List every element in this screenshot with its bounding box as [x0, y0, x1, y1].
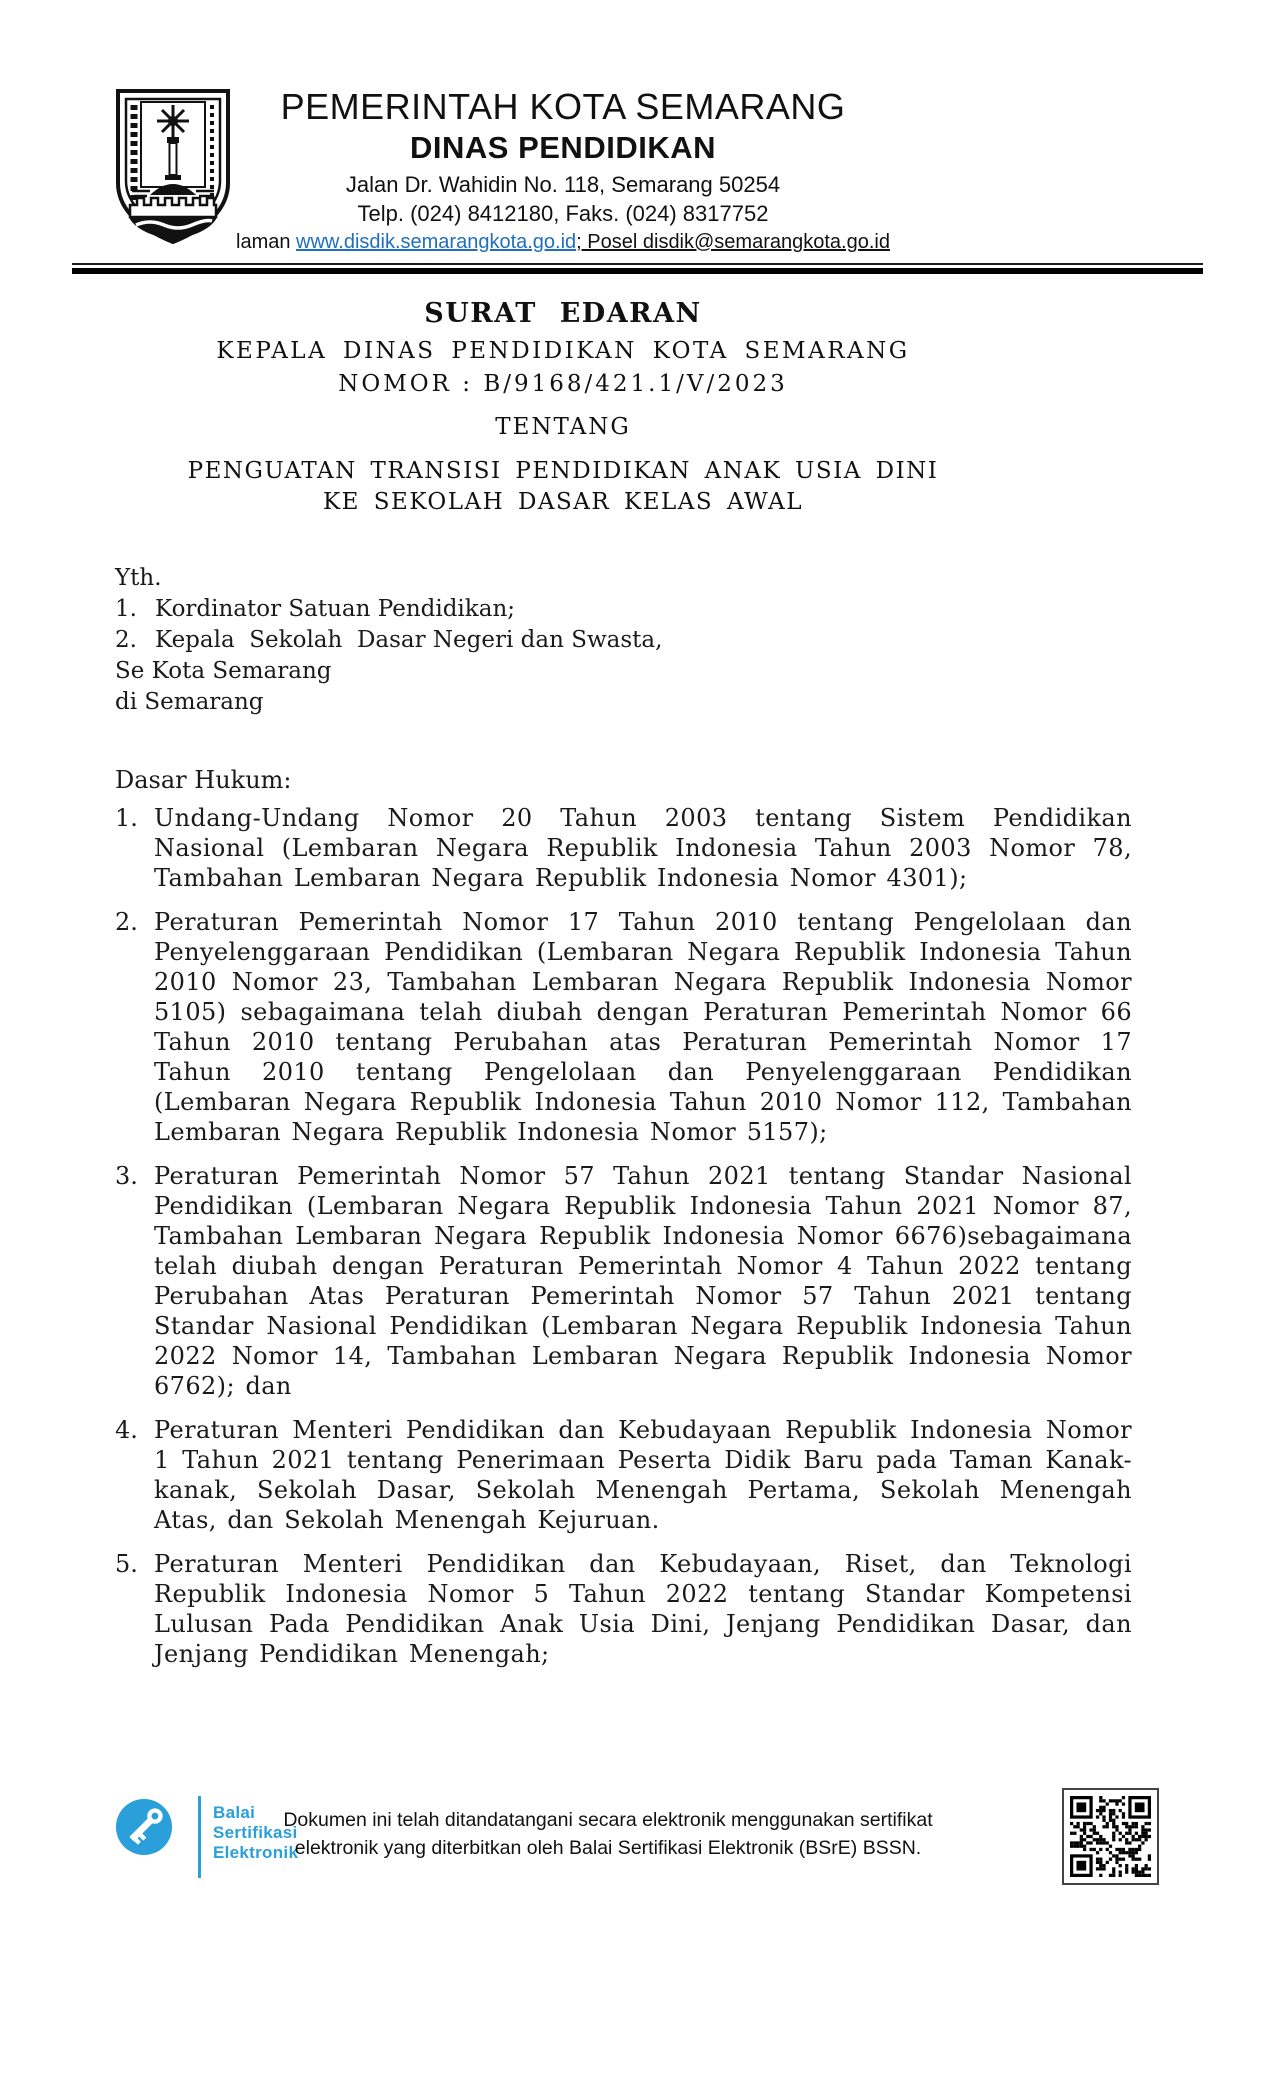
legal-item-text: Peraturan Pemerintah Nomor 57 Tahun 2021 tentang Standar Nasional Pendidikan (Lembaran Negara Republik Indonesia Tahun 2021 Nomor 87, Tambahan Lembaran Negara Republik Indonesia Nomor 6676)sebagaimana telah diubah dengan Peraturan Pemerintah Nomor 4 Tahun 2022 tentang Perubahan Atas Peraturan Pemerintah Nomor 57 Tahun 2021 tentang Standar Nasional Pendidikan (Lembaran Negara Republik Indonesia Tahun 2022 Nomor 14, Tambahan Lembaran Negara Republik Indonesia Nomor 6762); dan [154, 1162, 1132, 1400]
qr-code [1062, 1788, 1159, 1885]
legal-item [115, 1415, 1132, 1535]
letterhead-text [113, 85, 1013, 255]
document-number: NOMOR : B/9168/421.1/V/2023 [338, 371, 788, 397]
bsre-divider [198, 1796, 201, 1878]
subject-line-2: KE SEKOLAH DASAR KELAS AWAL [322, 489, 804, 515]
legal-item-text: Undang-Undang Nomor 20 Tahun 2003 tentang Sistem Pendidikan Nasional (Lembaran Negara Republik Indonesia Tahun 2003 Nomor 78, Tambahan Lembaran Negara Republik Indonesia Nomor 4301); [154, 804, 1132, 892]
legal-item-text: Peraturan Menteri Pendidikan dan Kebudayaan Republik Indonesia Nomor 1 Tahun 2021 tentang Penerimaan Peserta Didik Baru pada Taman Kanak-kanak, Sekolah Dasar, Sekolah Menengah Pertama, Sekolah Menengah Atas, dan Sekolah Menengah Kejuruan. [154, 1416, 1132, 1534]
title-block [113, 298, 1013, 518]
legal-item-number: 3. [115, 1162, 138, 1190]
subject-line-1: PENGUATAN TRANSISI PENDIDIKAN ANAK USIA DINI [187, 458, 939, 484]
letterhead-separator [72, 263, 1203, 274]
separator-thin-rule [72, 263, 1203, 265]
recipient-region: Se Kota Semarang [115, 658, 332, 684]
legal-item [115, 1161, 1132, 1401]
esign-statement [255, 1806, 961, 1862]
legal-item-number: 1. [115, 804, 138, 832]
recipients-block [115, 563, 935, 718]
bsre-label-line: Sertifikasi [213, 1823, 298, 1842]
bsre-label-line: Balai [213, 1803, 256, 1822]
web-email-line [113, 230, 1013, 255]
legal-item [115, 1549, 1132, 1669]
department-name: DINAS PENDIDIKAN [410, 130, 716, 165]
recipient-item [115, 625, 935, 656]
salutation: Yth. [115, 565, 162, 591]
recipient-item [115, 594, 935, 625]
about-label: TENTANG [495, 414, 631, 440]
recipient-text: Kepala Sekolah Dasar Negeri dan Swasta, [155, 627, 663, 653]
phone-fax-line: Telp. (024) 8412180, Faks. (024) 8317752 [357, 201, 769, 226]
subject-lines [113, 456, 1013, 518]
email-segment: ; Posel disdik@semarangkota.go.id [576, 231, 890, 253]
esign-footer [0, 1788, 1275, 1908]
legal-item [115, 803, 1132, 893]
recipient-number: 1. [115, 596, 137, 622]
address-line: Jalan Dr. Wahidin No. 118, Semarang 50254 [345, 172, 781, 197]
bsre-label-line: Elektronik [213, 1843, 299, 1862]
recipient-text: Kordinator Satuan Pendidikan; [155, 596, 516, 622]
bsre-key-logo-icon [115, 1798, 173, 1860]
legal-item-text: Peraturan Menteri Pendidikan dan Kebudayaan, Riset, dan Teknologi Republik Indonesia Nomor 5 Tahun 2022 tentang Standar Kompetensi Lulusan Pada Pendidikan Anak Usia Dini, Jenjang Pendidikan Dasar, dan Jenjang Pendidikan Menengah; [154, 1550, 1132, 1668]
legal-item [115, 907, 1132, 1147]
web-label: laman [236, 231, 297, 253]
recipient-city: di Semarang [115, 689, 264, 715]
esign-statement-line-1: Dokumen ini telah ditandatangani secara elektronik menggunakan sertifikat [283, 1809, 933, 1831]
legal-basis-heading: Dasar Hukum: [115, 766, 292, 794]
esign-statement-line-2: elektronik yang diterbitkan oleh Balai Sertifikasi Elektronik (BSrE) BSSN. [294, 1837, 922, 1859]
separator-thick-rule [72, 268, 1203, 274]
legal-basis-section [115, 765, 1132, 1683]
legal-item-number: 5. [115, 1550, 138, 1578]
website-link[interactable]: www.disdik.semarangkota.go.id [296, 231, 577, 253]
issuer-line: KEPALA DINAS PENDIDIKAN KOTA SEMARANG [216, 338, 910, 364]
legal-item-number: 2. [115, 908, 138, 936]
legal-item-number: 4. [115, 1416, 138, 1444]
document-type-title: SURAT EDARAN [424, 298, 702, 329]
recipient-number: 2. [115, 627, 137, 653]
legal-item-text: Peraturan Pemerintah Nomor 17 Tahun 2010 tentang Pengelolaan dan Penyelenggaraan Pendidikan (Lembaran Negara Republik Indonesia Tahun 2010 Nomor 23, Tambahan Lembaran Negara Republik Indonesia Nomor 5105) sebagaimana telah diubah dengan Peraturan Pemerintah Nomor 66 Tahun 2010 tentang Perubahan atas Peraturan Pemerintah Nomor 17 Tahun 2010 tentang Pengelolaan dan Penyelenggaraan Pendidikan (Lembaran Negara Republik Indonesia Tahun 2010 Nomor 112, Tambahan Lembaran Negara Republik Indonesia Nomor 5157); [154, 908, 1132, 1146]
government-name: PEMERINTAH KOTA SEMARANG [280, 86, 846, 127]
